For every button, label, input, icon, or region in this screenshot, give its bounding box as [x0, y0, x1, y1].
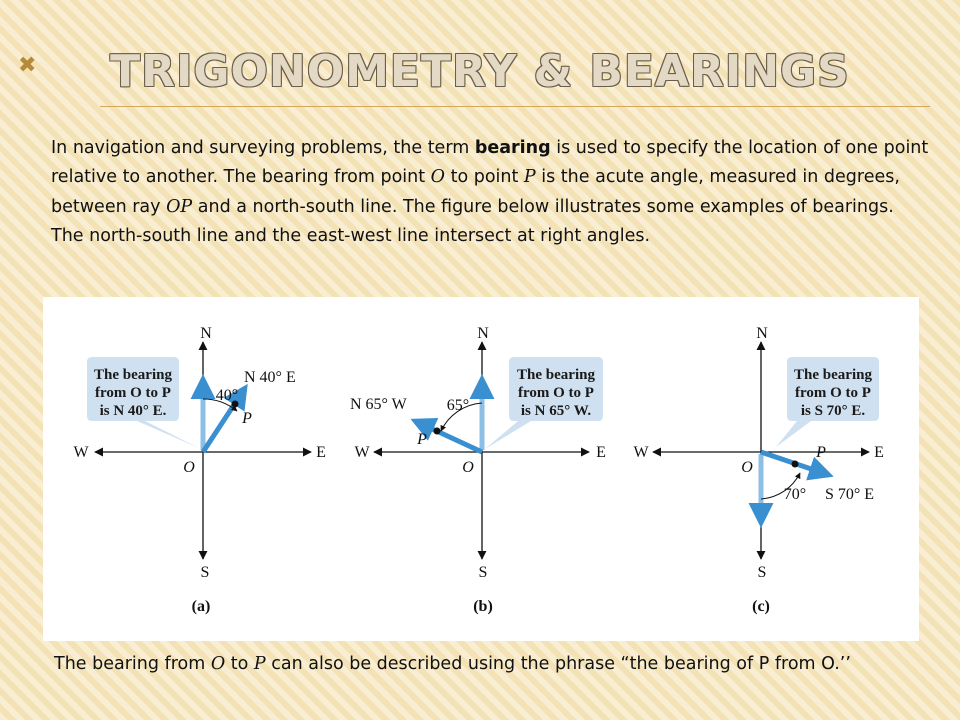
west-label-b: W — [354, 444, 370, 461]
callout-c-line-2: from O to P — [795, 385, 871, 401]
bearings-diagram — [43, 297, 919, 641]
bullet-icon: ✖ — [18, 53, 37, 78]
caption-text-3: can also be described using the phrase “the bearing of P from O.’’ — [265, 654, 851, 674]
north-label-b: N — [477, 325, 489, 342]
intro-text-4: is the acute angle, measured in degrees, between ray — [51, 167, 900, 217]
bearings-figure — [43, 297, 919, 641]
callout-a-line-2: from O to P — [95, 385, 171, 401]
callout-b-line-1: The bearing — [517, 367, 595, 383]
point-o: O — [430, 167, 446, 188]
caption-a: (a) — [191, 598, 211, 615]
caption-b: (b) — [473, 598, 493, 615]
callout-c-line-3: is S 70° E. — [800, 403, 866, 419]
bearing-phrase-paragraph — [54, 650, 914, 679]
panel-a — [73, 325, 325, 615]
west-label-a: W — [73, 444, 89, 461]
callout-b-line-2: from O to P — [518, 385, 594, 401]
intro-paragraph — [51, 134, 931, 251]
west-label-c: W — [633, 444, 649, 461]
origin-label-b: O — [462, 459, 474, 476]
point-label-a: P — [242, 410, 252, 427]
bearing-term: bearing — [474, 138, 551, 158]
bearing-label-a: N 40° E — [244, 369, 296, 386]
origin-label-a: O — [183, 459, 195, 476]
intro-text-2: is used to specify the location of one point relative to another. The bearing from point — [51, 138, 929, 188]
point-label-b: P — [417, 431, 427, 448]
origin-label-c: O — [741, 459, 753, 476]
angle-label-b: 65° — [446, 397, 470, 414]
intro-text-5: and a north-south line. The figure below illustrates some examples of bearings. The north-south line and the east-west line intersect at right angles. — [51, 196, 894, 246]
panel-c — [633, 325, 883, 615]
caption-point-p: P — [253, 654, 266, 674]
south-label-a: S — [200, 564, 210, 581]
south-label-b: S — [478, 564, 488, 581]
caption-text-2: to — [225, 654, 254, 674]
east-label-c: E — [874, 444, 884, 461]
callout-c-line-1: The bearing — [794, 367, 872, 383]
point-p-dot-b — [434, 428, 441, 435]
east-label-b: E — [596, 444, 606, 461]
panel-b — [350, 325, 606, 615]
caption-point-o: O — [210, 654, 226, 674]
intro-text-1: In navigation and surveying problems, the term — [51, 138, 475, 158]
callout-a-line-3: is N 40° E. — [99, 403, 167, 419]
slide-title: TRIGONOMETRY & BEARINGS — [110, 46, 850, 97]
north-label-a: N — [200, 325, 212, 342]
point-label-c: P — [816, 444, 826, 461]
caption-text-1: The bearing from — [54, 654, 211, 674]
angle-label-c: 70° — [783, 486, 807, 503]
angle-label-a: 40° — [215, 387, 239, 404]
ray-op: OP — [166, 196, 193, 217]
callout-b-line-3: is N 65° W. — [520, 403, 592, 419]
south-label-c: S — [757, 564, 767, 581]
bearing-label-c: S 70° E — [825, 486, 875, 503]
point-p-dot-c — [792, 461, 799, 468]
intro-text-3: to point — [445, 167, 524, 188]
title-underline — [100, 106, 930, 107]
point-p: P — [523, 167, 536, 188]
caption-c: (c) — [752, 598, 770, 615]
bearing-label-b: N 65° W — [350, 396, 407, 413]
north-label-c: N — [756, 325, 768, 342]
east-label-a: E — [316, 444, 326, 461]
callout-a-line-1: The bearing — [94, 367, 172, 383]
